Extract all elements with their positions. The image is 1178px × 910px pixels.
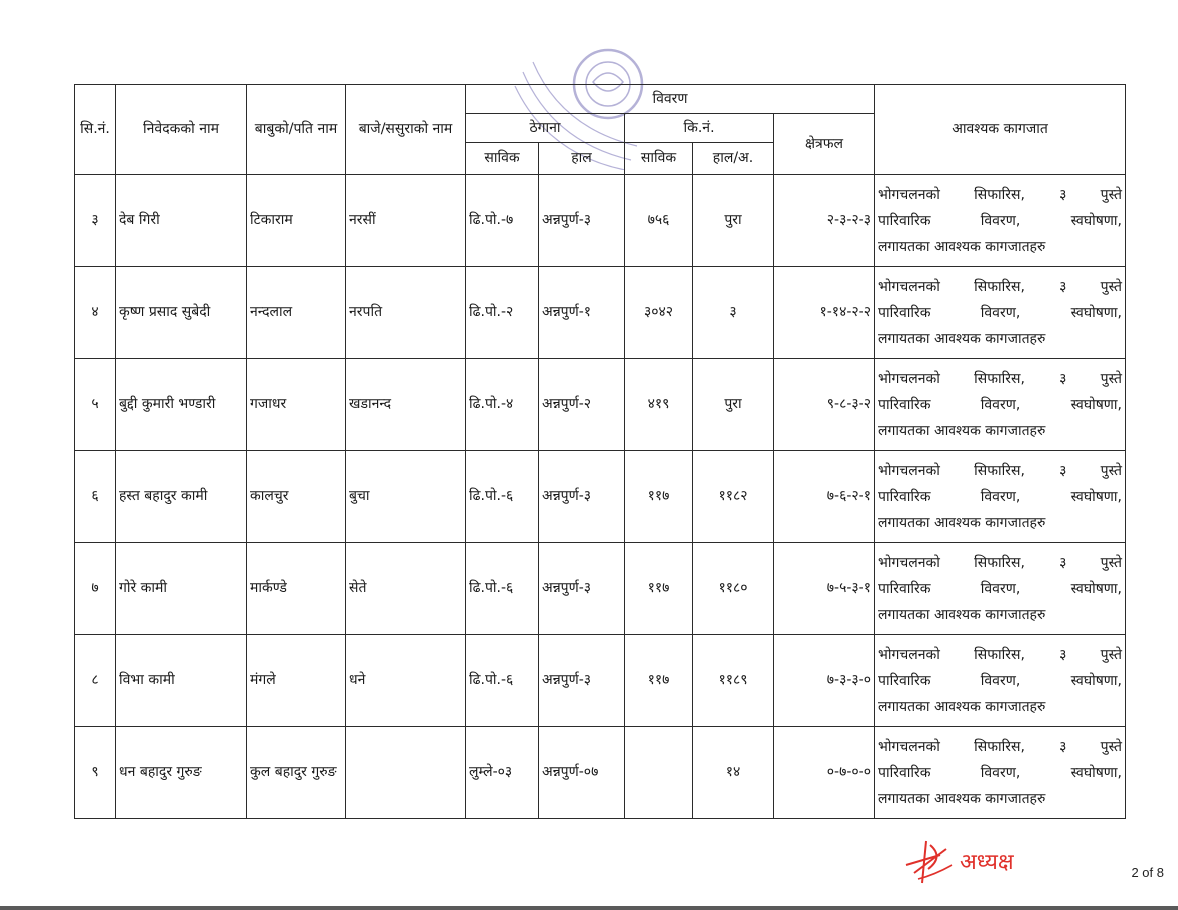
- cell-address-old: ढि.पो.-६: [466, 451, 539, 543]
- cell-grandfather-name: नरसीं: [346, 175, 466, 267]
- cell-kitta-current: पुरा: [693, 175, 774, 267]
- document-line: पारिवारिक विवरण, स्वघोषणा,: [878, 488, 1123, 505]
- cell-area: १-१४-२-२: [774, 267, 875, 359]
- cell-address-old: ढि.पो.-२: [466, 267, 539, 359]
- cell-address-current: अन्नपुर्ण-२: [539, 359, 625, 451]
- cell-address-old: ढि.पो.-६: [466, 635, 539, 727]
- land-applicant-table: [74, 84, 1126, 819]
- header-applicant-name: निवेदकको नाम: [116, 85, 247, 175]
- cell-required-documents: [875, 451, 1126, 543]
- header-serial-no: सि.नं.: [75, 85, 116, 175]
- cell-serial-no: ४: [75, 267, 116, 359]
- cell-grandfather-name: बुचा: [346, 451, 466, 543]
- cell-applicant-name: विभा कामी: [116, 635, 247, 727]
- cell-kitta-old: ७५६: [625, 175, 693, 267]
- signature-title: अध्यक्ष: [960, 850, 1014, 875]
- document-line: लगायतका आवश्यक कागजातहरु: [878, 330, 1046, 347]
- cell-father-name: टिकाराम: [247, 175, 346, 267]
- header-kitta-no: कि.नं.: [625, 114, 774, 143]
- cell-father-name: नन्दलाल: [247, 267, 346, 359]
- page-number: 2 of 8: [1131, 865, 1164, 880]
- header-details: विवरण: [466, 85, 875, 114]
- cell-serial-no: ८: [75, 635, 116, 727]
- cell-kitta-current: ३: [693, 267, 774, 359]
- cell-area: ०-७-०-०: [774, 727, 875, 819]
- cell-required-documents: [875, 267, 1126, 359]
- cell-grandfather-name: खडानन्द: [346, 359, 466, 451]
- cell-address-current: अन्नपुर्ण-३: [539, 635, 625, 727]
- table-row: [75, 451, 1126, 543]
- cell-address-current: अन्नपुर्ण-३: [539, 451, 625, 543]
- document-line: लगायतका आवश्यक कागजातहरु: [878, 790, 1046, 807]
- document-line: पारिवारिक विवरण, स्वघोषणा,: [878, 304, 1123, 321]
- header-address-old: साविक: [466, 143, 539, 175]
- cell-kitta-old: ११७: [625, 635, 693, 727]
- cell-kitta-old: ११७: [625, 543, 693, 635]
- cell-area: ७-३-३-०: [774, 635, 875, 727]
- header-kitta-old: साविक: [625, 143, 693, 175]
- cell-kitta-current: १४: [693, 727, 774, 819]
- document-line: भोगचलनको सिफारिस, ३ पुस्ते: [878, 278, 1123, 295]
- cell-required-documents: [875, 175, 1126, 267]
- cell-address-current: अन्नपुर्ण-३: [539, 543, 625, 635]
- header-address: ठेगाना: [466, 114, 625, 143]
- cell-grandfather-name: धने: [346, 635, 466, 727]
- cell-serial-no: ६: [75, 451, 116, 543]
- document-line: पारिवारिक विवरण, स्वघोषणा,: [878, 212, 1123, 229]
- document-line: भोगचलनको सिफारिस, ३ पुस्ते: [878, 186, 1123, 203]
- cell-father-name: गजाधर: [247, 359, 346, 451]
- cell-father-name: कुल बहादुर गुरुङ: [247, 727, 346, 819]
- cell-address-old: ढि.पो.-४: [466, 359, 539, 451]
- document-line: भोगचलनको सिफारिस, ३ पुस्ते: [878, 646, 1123, 663]
- cell-required-documents: [875, 727, 1126, 819]
- document-line: भोगचलनको सिफारिस, ३ पुस्ते: [878, 738, 1123, 755]
- header-grandfather-name: बाजे/ससुराको नाम: [346, 85, 466, 175]
- header-address-current: हाल: [539, 143, 625, 175]
- cell-kitta-old: [625, 727, 693, 819]
- table-row: [75, 267, 1126, 359]
- header-father-name: बाबुको/पति नाम: [247, 85, 346, 175]
- cell-applicant-name: कृष्ण प्रसाद सुबेदी: [116, 267, 247, 359]
- table-row: [75, 175, 1126, 267]
- cell-applicant-name: गोरे कामी: [116, 543, 247, 635]
- cell-serial-no: ३: [75, 175, 116, 267]
- document-line: लगायतका आवश्यक कागजातहरु: [878, 238, 1046, 255]
- cell-serial-no: ९: [75, 727, 116, 819]
- cell-area: ७-६-२-१: [774, 451, 875, 543]
- cell-address-current: अन्नपुर्ण-१: [539, 267, 625, 359]
- cell-address-old: ढि.पो.-६: [466, 543, 539, 635]
- document-line: पारिवारिक विवरण, स्वघोषणा,: [878, 672, 1123, 689]
- cell-father-name: कालचुर: [247, 451, 346, 543]
- document-line: भोगचलनको सिफारिस, ३ पुस्ते: [878, 462, 1123, 479]
- cell-applicant-name: देब गिरी: [116, 175, 247, 267]
- cell-area: २-३-२-३: [774, 175, 875, 267]
- cell-applicant-name: धन बहादुर गुरुङ: [116, 727, 247, 819]
- chairperson-signature: [900, 835, 1070, 887]
- document-line: पारिवारिक विवरण, स्वघोषणा,: [878, 580, 1123, 597]
- bottom-edge: [0, 906, 1178, 910]
- cell-address-current: अन्नपुर्ण-३: [539, 175, 625, 267]
- table-row: [75, 359, 1126, 451]
- document-line: भोगचलनको सिफारिस, ३ पुस्ते: [878, 370, 1123, 387]
- cell-grandfather-name: [346, 727, 466, 819]
- document-line: लगायतका आवश्यक कागजातहरु: [878, 698, 1046, 715]
- cell-address-old: लुम्ले-०३: [466, 727, 539, 819]
- cell-area: ७-५-३-१: [774, 543, 875, 635]
- cell-father-name: मार्कण्डे: [247, 543, 346, 635]
- cell-applicant-name: हस्त बहादुर कामी: [116, 451, 247, 543]
- document-line: लगायतका आवश्यक कागजातहरु: [878, 606, 1046, 623]
- cell-address-old: ढि.पो.-७: [466, 175, 539, 267]
- cell-required-documents: [875, 543, 1126, 635]
- document-line: भोगचलनको सिफारिस, ३ पुस्ते: [878, 554, 1123, 571]
- cell-kitta-current: पुरा: [693, 359, 774, 451]
- header-kitta-current: हाल/अ.: [693, 143, 774, 175]
- cell-serial-no: ५: [75, 359, 116, 451]
- cell-father-name: मंगले: [247, 635, 346, 727]
- table-body: [75, 175, 1126, 819]
- header-area: क्षेत्रफल: [774, 114, 875, 175]
- cell-required-documents: [875, 635, 1126, 727]
- cell-kitta-old: ११७: [625, 451, 693, 543]
- cell-required-documents: [875, 359, 1126, 451]
- cell-address-current: अन्नपुर्ण-०७: [539, 727, 625, 819]
- cell-kitta-old: ४१९: [625, 359, 693, 451]
- header-required-documents: आवश्यक कागजात: [875, 85, 1126, 175]
- document-line: पारिवारिक विवरण, स्वघोषणा,: [878, 764, 1123, 781]
- cell-kitta-old: ३०४२: [625, 267, 693, 359]
- document-line: लगायतका आवश्यक कागजातहरु: [878, 514, 1046, 531]
- cell-serial-no: ७: [75, 543, 116, 635]
- document-line: लगायतका आवश्यक कागजातहरु: [878, 422, 1046, 439]
- table-row: [75, 543, 1126, 635]
- table-row: [75, 727, 1126, 819]
- cell-grandfather-name: सेते: [346, 543, 466, 635]
- cell-kitta-current: ११८९: [693, 635, 774, 727]
- cell-kitta-current: ११८०: [693, 543, 774, 635]
- cell-grandfather-name: नरपति: [346, 267, 466, 359]
- cell-area: ९-८-३-२: [774, 359, 875, 451]
- cell-kitta-current: ११८२: [693, 451, 774, 543]
- document-line: पारिवारिक विवरण, स्वघोषणा,: [878, 396, 1123, 413]
- table-row: [75, 635, 1126, 727]
- cell-applicant-name: बुद्दी कुमारी भण्डारी: [116, 359, 247, 451]
